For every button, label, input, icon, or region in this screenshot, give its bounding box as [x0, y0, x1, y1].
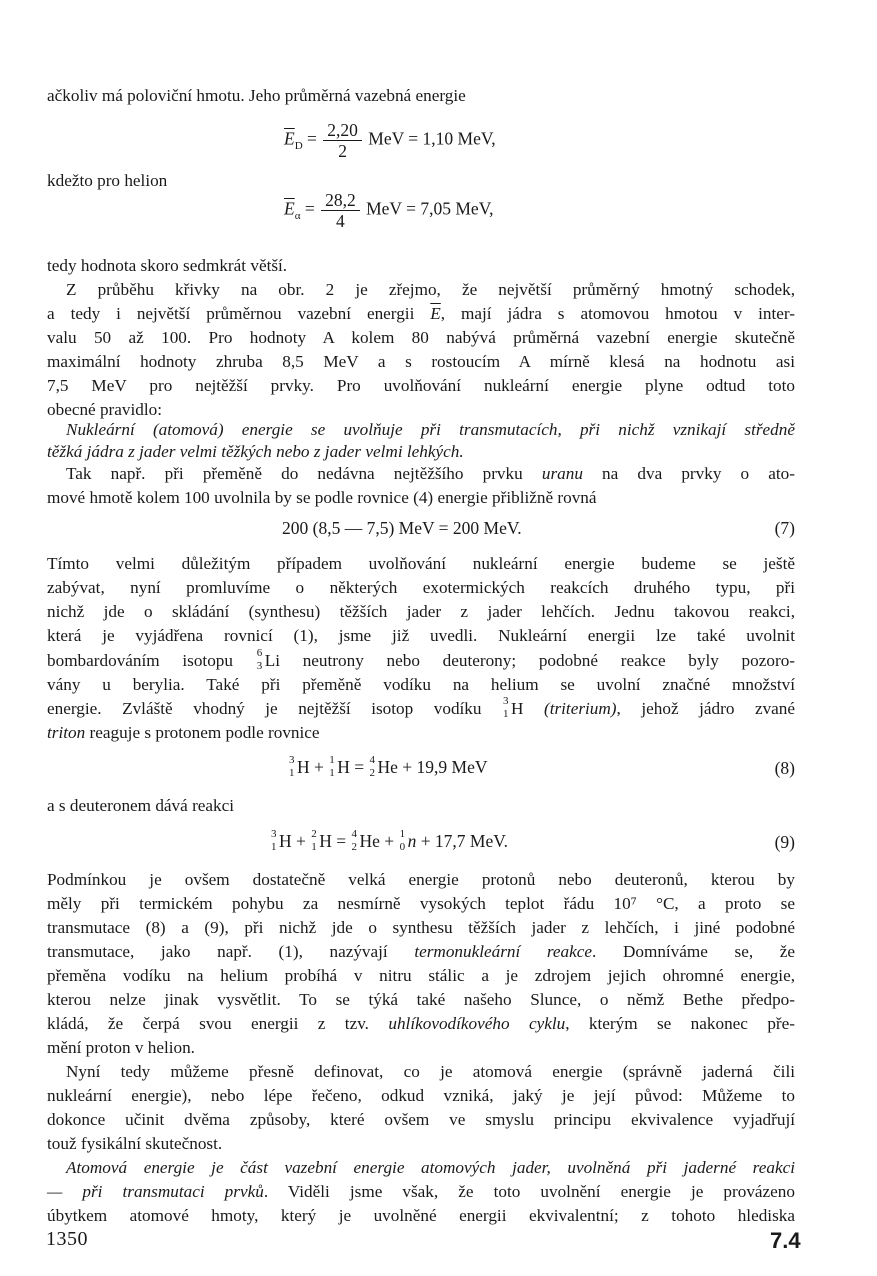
text-line: touž fysikální skutečnost. — [47, 1134, 223, 1153]
symbol-e: $\overline{E}$ — [284, 128, 295, 149]
text-span: transmutace, jako např. (1), nazývají — [47, 942, 415, 961]
text-line: ačkoliv má poloviční hmotu. Jeho průměrná vazebná energie — [47, 86, 466, 105]
text-span: , mají jádra s atomovou hmotou v inter- — [440, 304, 795, 323]
denominator: 2 — [338, 141, 347, 161]
text-line: Podmínkou je ovšem dostatečně velká energie protonů nebo deuteronů, kterou by — [47, 870, 795, 889]
text-span: , jehož jádro zvané — [616, 699, 796, 718]
text-span: na dva prvky o ato- — [582, 464, 795, 483]
text-line-italic: Atomová energie je část vazební energie atomových jader, uvolněná při jaderné reakci — [66, 1158, 795, 1177]
text-span: kládá, že čerpá svou energii z tzv. — [47, 1014, 389, 1033]
text-span: , kterým se nakonec pře- — [565, 1014, 795, 1033]
text-line: vány u berylia. Také při přeměně vodíku na helium se uvolní značné množství — [47, 675, 795, 694]
text-line: úbytkem atomové hmoty, který je uvolněné energii ekvivalentní; z tohoto hlediska — [47, 1206, 795, 1225]
text-span-italic: uhlíkovodíkového cyklu — [388, 1014, 566, 1033]
equation-8: 3 1 H + 1 1 H = 4 2 He + 19,9 MeV — [289, 754, 488, 779]
symbol-e: $\overline{E}$ — [284, 198, 295, 219]
text-line: 7,5 MeV pro nejtěžší prvky. Pro uvolňování nukleární energie plyne odtud toto — [47, 376, 795, 395]
equation-rest: MeV = 1,10 MeV, — [368, 128, 496, 149]
text-line: Nyní tedy můžeme přesně definovat, co je atomová energie (správně jaderná čili — [66, 1062, 795, 1081]
equation-rest: MeV = 7,05 MeV, — [366, 198, 494, 219]
text-span-italic: uranu — [541, 464, 583, 483]
text-line — [47, 649, 795, 673]
text-span: Li neutrony nebo deuterony; podobné reakce byly pozoro- — [264, 651, 796, 670]
equation-9: 3 1 H + 2 1 H = 4 2 He + 1 0 n + 17,7 MeV. — [271, 828, 509, 853]
text-line: kterou nelze jinak vysvětlit. To se týká také našeho Slunce, o němž Bethe předpo- — [47, 990, 795, 1009]
text-span: Tak např. při přeměně do nedávna nejtěžšího prvku — [66, 464, 542, 483]
text-span: H — [511, 699, 524, 718]
isotope-h3: 3 1 — [503, 695, 509, 720]
text-line — [47, 302, 795, 326]
text-span-italic: — při transmutaci prvků — [47, 1182, 264, 1201]
text-line: kdežto pro helion — [47, 171, 168, 190]
equation-number: (8) — [774, 758, 795, 778]
equation-rest: + 17,7 MeV. — [416, 831, 509, 851]
equation-number: (7) — [774, 518, 795, 538]
text-line: měly při termickém pohybu za nesmírně vysokých teplot řádu 10⁷ °C, a proto se — [47, 894, 795, 913]
subscript: α — [294, 210, 301, 223]
text-span-italic: termonukleární reakce — [414, 942, 593, 961]
text-line: která je vyjádřena rovnicí (1), jsme již uvedli. Nukleární energii lze také uvolnit — [47, 626, 795, 645]
text-line — [47, 697, 795, 721]
isotope-li: 6 3 — [256, 647, 263, 672]
text-line: mové hmotě kolem 100 uvolnila by se podle rovnice (4) energie přibližně rovná — [47, 488, 597, 507]
text-line-italic: Nukleární (atomová) energie se uvolňuje při transmutacích, při nichž vznikají středně — [66, 420, 795, 439]
text-line: tedy hodnota skoro sedmkrát větší. — [47, 256, 288, 275]
text-span: energie. Zvláště vhodný je nejtěžší isotop vodíku — [47, 699, 503, 718]
section-number: 7.4 — [770, 1228, 801, 1253]
text-line — [47, 721, 795, 745]
numerator: 28,2 — [321, 190, 360, 211]
text-line: Z průběhu křivky na obr. 2 je zřejmo, že největší průměrný hmotný schodek, — [66, 280, 795, 299]
text-line — [47, 940, 795, 964]
text-line: obecné pravidlo: — [47, 400, 163, 419]
fraction — [321, 190, 360, 231]
text-line: mění proton v helion. — [47, 1038, 195, 1057]
text-span: . Domníváme se, že — [592, 942, 795, 961]
page-number: 1350 — [46, 1228, 88, 1250]
denominator: 4 — [336, 211, 345, 231]
text-line: maximální hodnoty zhruba 8,5 MeV a s rostoucím A mírně klesá na hodnotu asi — [47, 352, 795, 371]
text-line-italic: těžká jádra z jader velmi těžkých nebo z jader velmi lehkých. — [47, 442, 464, 461]
equation-ealpha: $\overline{E}_\alpha$ = $\frac{28,2}{4}$ MeV = 7,05 MeV, — [284, 190, 494, 231]
text-line: Tímto velmi důležitým případem uvolňování nukleární energie budeme se ještě — [47, 554, 795, 573]
equation-7: 200 (8,5 — 7,5) MeV = 200 MeV. — [282, 518, 522, 538]
text-line: zabývat, nyní promluvíme o některých exotermických reakcích druhého typu, při — [47, 578, 795, 597]
numerator: 2,20 — [323, 120, 362, 141]
text-span: . Viděli jsme však, že toto uvolnění energie je provázeno — [263, 1182, 795, 1201]
text-line: dokonce učinit dvěma způsoby, které ovšem ve smyslu principu ekvivalence vyjadřují — [47, 1110, 795, 1129]
text-span: reaguje s protonem podle rovnice — [85, 723, 320, 742]
text-line: a s deuteronem dává reakci — [47, 796, 235, 815]
text-line — [47, 1012, 795, 1036]
text-span: a tedy i největší průměrnou vazební energii — [47, 304, 431, 323]
subscript: D — [294, 140, 303, 153]
text-span-italic: triton — [47, 723, 86, 742]
text-line — [66, 462, 795, 486]
equation-ed: $\overline{E}_D$ = $\frac{2,20}{2}$ MeV = 1,10 MeV, — [284, 120, 496, 161]
text-line: transmutace (8) a (9), při nichž jde o synthesu těžších jader z lehčích, i jiné podobné — [47, 918, 795, 937]
text-line: nichž jde o skládání (synthesu) těžších jader z jader lehčích. Jednu takovou reakci, — [47, 602, 795, 621]
symbol-e: $\overline{E}$ — [430, 304, 441, 323]
text-line — [47, 1180, 795, 1204]
equation-number: (9) — [774, 832, 795, 852]
text-span: bombardováním isotopu — [47, 651, 256, 670]
text-span-italic: (triterium) — [523, 699, 617, 718]
fraction — [323, 120, 362, 161]
text-line: valu 50 až 100. Pro hodnoty A kolem 80 nabývá průměrná vazební energie skutečně — [47, 328, 795, 347]
equation-rest: He + 19,9 MeV — [377, 757, 488, 777]
text-line: přeměna vodíku na helium probíhá v nitru stálic a je zdrojem jejich ohromné energie, — [47, 966, 795, 985]
text-line: nukleární energie), nebo lépe řečeno, odkud vzniká, jaký je její původ: Můžeme to — [47, 1086, 795, 1105]
